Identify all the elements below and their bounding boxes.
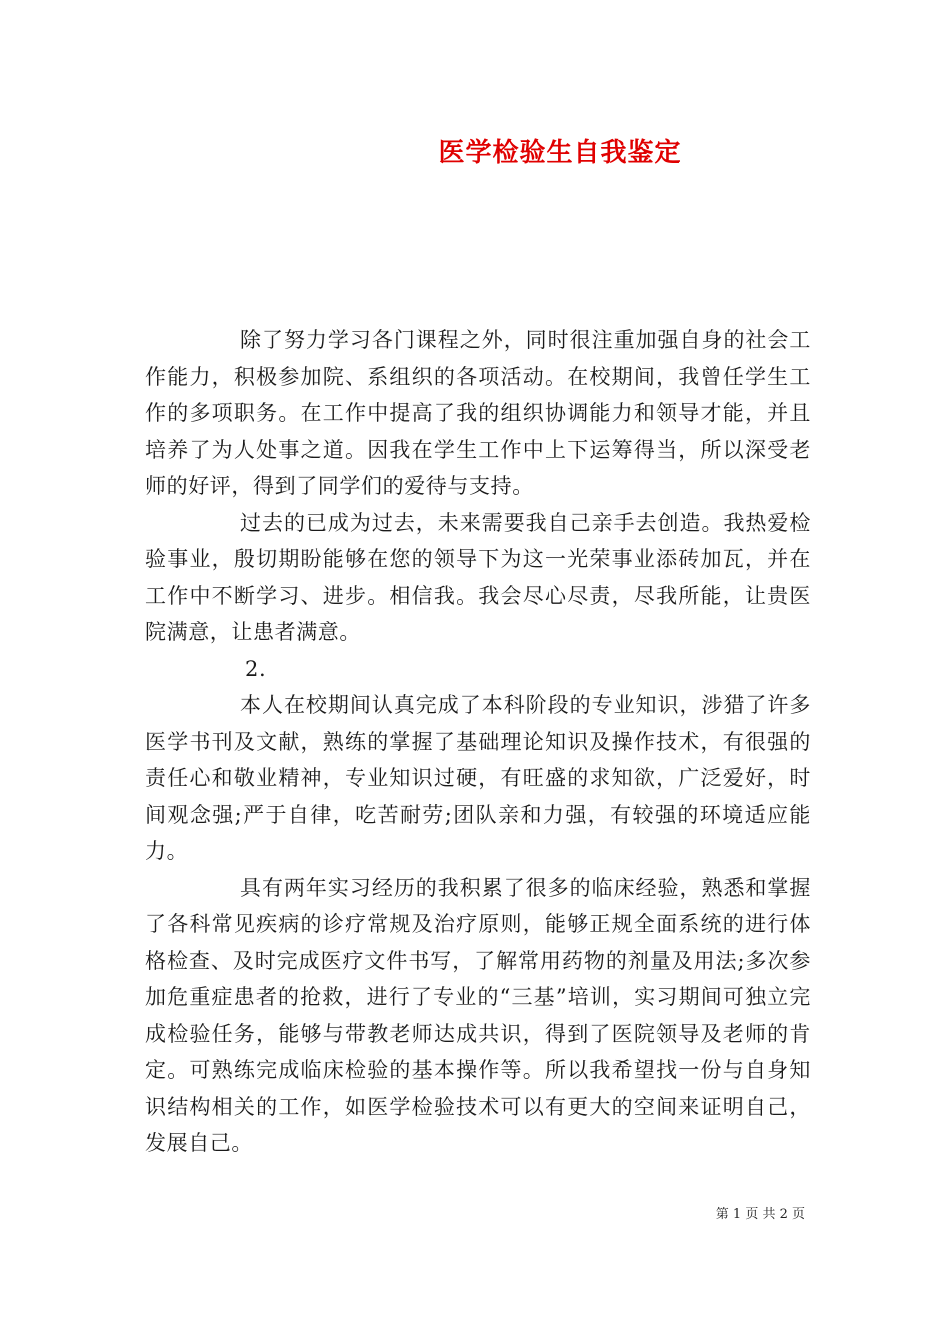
paragraph-social-work: 除了努力学习各门课程之外，同时很注重加强自身的社会工作能力，积极参加院、系组织的各项活动。在校期间，我曾任学生工作的多项职务。在工作中提高了我的组织协调能力和领导才能，并且培养了为人处事之道。因我在学生工作中上下运筹得当，所以深受老师的好评，得到了同学们的爱待与支持。 xyxy=(145,328,811,498)
document-title: 医学检验生自我鉴定 xyxy=(438,138,682,168)
section-number: 2. xyxy=(245,656,267,681)
paragraph-internship: 具有两年实习经历的我积累了很多的临床经验，熟悉和掌握了各科常见疾病的诊疗常规及治疗原则，能够正规全面系统的进行体格检查、及时完成医疗文件书写，了解常用药物的剂量及用法;多次参加危重症患者的抢救，进行了专业的“三基”培训，实习期间可独立完成检验任务，能够与带教老师达成共识，得到了医院领导及老师的肯定。可熟练完成临床检验的基本操作等。所以我希望找一份与自身知识结构相关的工作，如医学检验技术可以有更大的空间来证明自己，发展自己。 xyxy=(145,875,811,1155)
document-body xyxy=(145,322,811,1162)
paragraph-study: 本人在校期间认真完成了本科阶段的专业知识，涉猎了许多医学书刊及文献，熟练的掌握了基础理论知识及操作技术，有很强的责任心和敬业精神，专业知识过硬，有旺盛的求知欲，广泛爱好，时间观念强;严于自律，吃苦耐劳;团队亲和力强，有较强的环境适应能力。 xyxy=(145,693,811,863)
paragraph-future: 过去的已成为过去，未来需要我自己亲手去创造。我热爱检验事业，殷切期盼能够在您的领导下为这一光荣事业添砖加瓦，并在工作中不断学习、进步。相信我。我会尽心尽责，尽我所能，让贵医院满意，让患者满意。 xyxy=(145,510,811,644)
page-number: 第 1 页 共 2 页 xyxy=(715,1207,805,1222)
